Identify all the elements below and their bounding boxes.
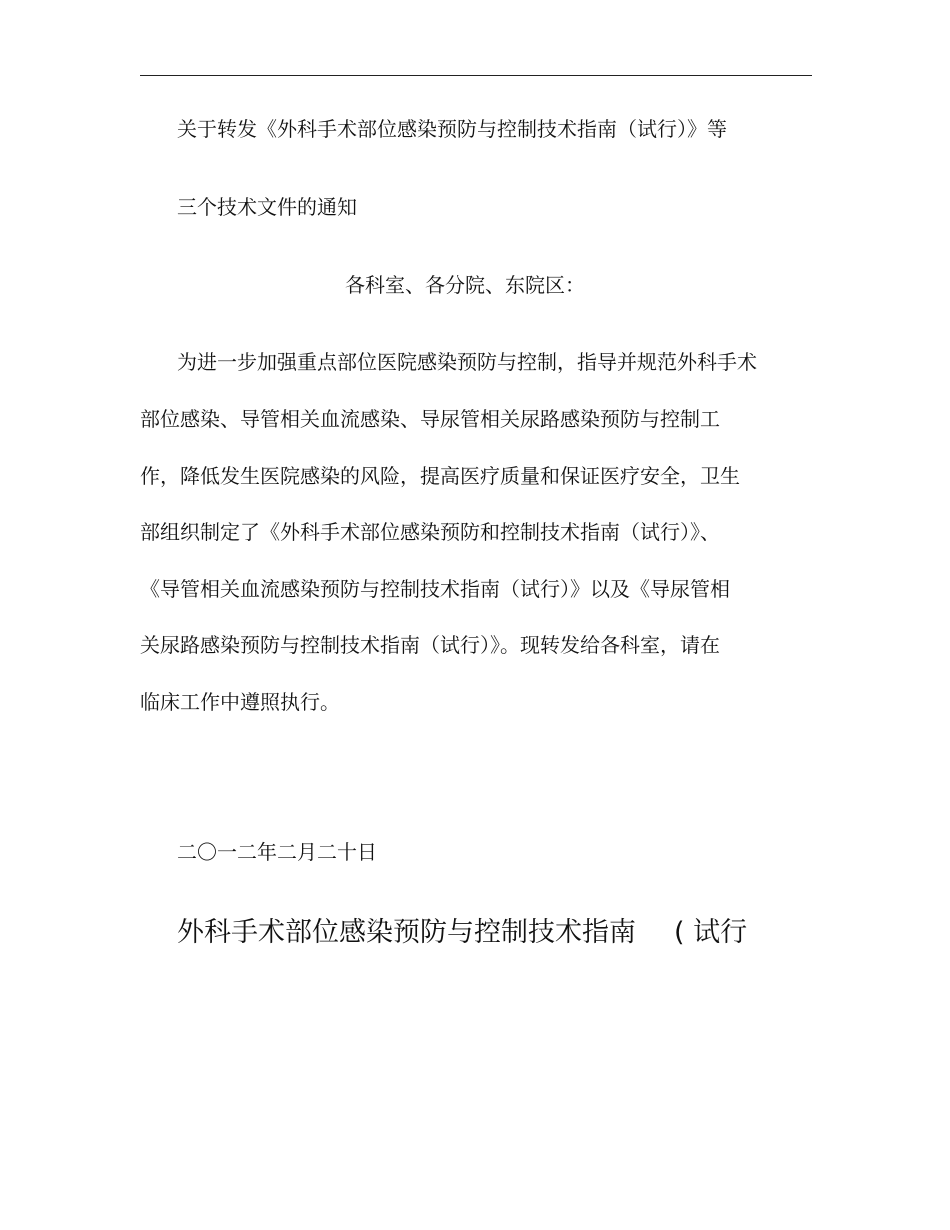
section-heading-main: 外科手术部位感染预防与控制技术指南: [177, 917, 636, 948]
body-line: 作，降低发生医院感染的风险，提高医疗质量和保证医疗安全，卫生: [140, 464, 740, 488]
title-line-2: 三个技术文件的通知: [177, 195, 357, 219]
header-rule: [140, 75, 812, 76]
section-heading: [177, 917, 747, 949]
body-line: 临床工作中遵照执行。: [140, 690, 340, 714]
date-line: 二〇一二年二月二十日: [177, 840, 377, 864]
body-line: 部位感染、导管相关血流感染、导尿管相关尿路感染预防与控制工: [140, 407, 720, 431]
body-line: 《导管相关血流感染预防与控制技术指南（试行）》以及《导尿管相: [140, 577, 730, 601]
body-line: 为进一步加强重点部位医院感染预防与控制，指导并规范外科手术: [177, 350, 757, 374]
section-heading-tail: ( 试行: [674, 917, 748, 948]
body-line: 关尿路感染预防与控制技术指南（试行）》。现转发给各科室，请在: [140, 633, 720, 657]
salutation: 各科室、各分院、东院区：: [345, 273, 585, 297]
title-line-1: 关于转发《外科手术部位感染预防与控制技术指南（试行）》等: [177, 117, 727, 141]
body-line: 部组织制定了《外科手术部位感染预防和控制技术指南（试行）》、: [140, 520, 720, 544]
